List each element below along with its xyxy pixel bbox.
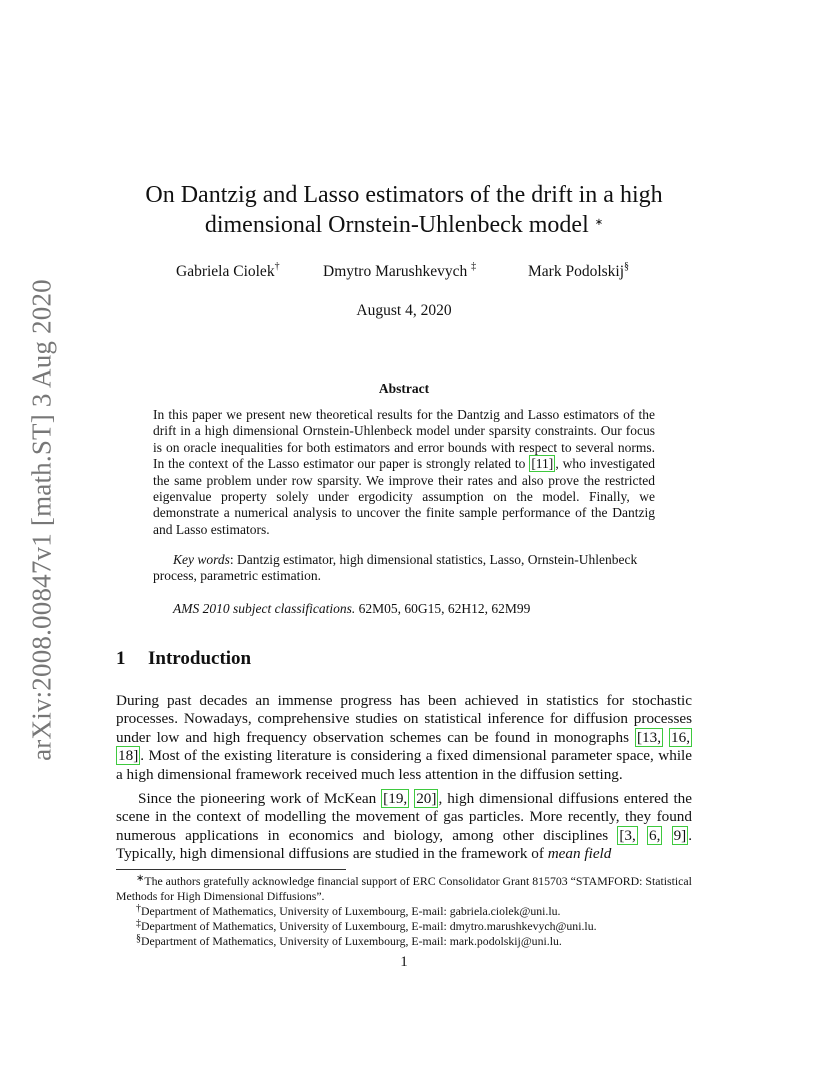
citation-link[interactable]: [11]	[531, 456, 554, 472]
footnote-rule	[116, 869, 346, 870]
footnote: ∗The authors gratefully acknowledge financial support of ERC Consolidator Grant 815703 “STAMFORD: Statistical Methods for High Dimensional Diffusions”.	[116, 873, 692, 903]
citation-link[interactable]: [3,	[619, 826, 636, 844]
page-number: 1	[400, 954, 408, 970]
section-heading: 1 Introduction	[116, 648, 252, 669]
footnote: †Department of Mathematics, University of Luxembourg, E-mail: gabriela.ciolek@uni.lu.	[136, 903, 561, 918]
citation-link[interactable]: [13,	[636, 728, 662, 746]
citation-link[interactable]: 6,	[648, 826, 661, 844]
citation-link[interactable]: 18]	[118, 747, 139, 765]
paper-date: August 4, 2020	[356, 302, 452, 319]
paper-title	[116, 180, 692, 240]
citation-link[interactable]: 9]	[673, 826, 687, 844]
footnote: §Department of Mathematics, University of Luxembourg, E-mail: mark.podolskij@uni.lu.	[136, 933, 562, 948]
title-line-1: On Dantzig and Lasso estimators of the drift in a high	[145, 182, 663, 208]
author: Mark Podolskij§	[528, 261, 630, 280]
arxiv-id: arXiv:2008.00847v1 [math.ST] 3 Aug 2020	[26, 279, 57, 761]
footnote: ‡Department of Mathematics, University of Luxembourg, E-mail: dmytro.marushkevych@uni.lu.	[136, 918, 597, 933]
paragraph: During past decades an immense progress has been achieved in statistics for stochastic processes. Nowadays, comprehensive studies on statistical inference for diffusion processes under low and high frequency observation schemes can be found in monographs [13, 16, 18] . Most of the existing literature is considering a fixed dimensional parameter space, while a high dimensional framework received much less attention in the diffusion setting.	[116, 692, 692, 783]
keywords-label: Key words	[173, 552, 230, 567]
ams-classification: AMS 2010 subject classifications. 62M05, 60G15, 62H12, 62M99	[173, 601, 531, 616]
citation-link[interactable]: [19,	[383, 790, 408, 807]
citation-link[interactable]: 20]	[416, 790, 437, 807]
citation-link[interactable]: 16,	[671, 728, 690, 746]
author: Dmytro Marushkevych ‡	[323, 261, 477, 280]
arxiv-sidebar-stamp	[22, 272, 62, 768]
abstract-body: In this paper we present new theoretical results for the Dantzig and Lasso estimators of the drift in a high dimensional Ornstein-Uhlenbeck model under sparsity constraints. Our focus is on oracle inequalities for both estimators and error bounds with respect to several norms. In the context of the Lasso estimator our paper is strongly related to [11] , who investigated the same problem under row sparsity. We improve their rates and also prove the restricted eigenvalue property solely under ergodicity assumption on the model. Finally, we demonstrate a numerical analysis to uncover the finite sample performance of the Dantzig and Lasso estimators.	[153, 407, 656, 537]
title-footnote-mark: ∗	[594, 217, 604, 228]
keywords: Key words: Dantzig estimator, high dimensional statistics, Lasso, Ornstein-Uhlenbeck process, parametric estimation.	[153, 552, 638, 584]
title-line-2: dimensional Ornstein-Uhlenbeck model ∗	[204, 212, 604, 238]
author: Gabriela Ciolek†	[176, 261, 280, 280]
paragraph: Since the pioneering work of McKean [19, 20] , high dimensional diffusions entered the scene in the context of modelling the movement of gas particles. More recently, they found numerous applications in economics and biology, among other disciplines [3, 6, 9] . Typically, high dimensional diffusions are studied in the framework of mean field	[116, 790, 693, 863]
abstract-heading: Abstract	[378, 381, 430, 396]
